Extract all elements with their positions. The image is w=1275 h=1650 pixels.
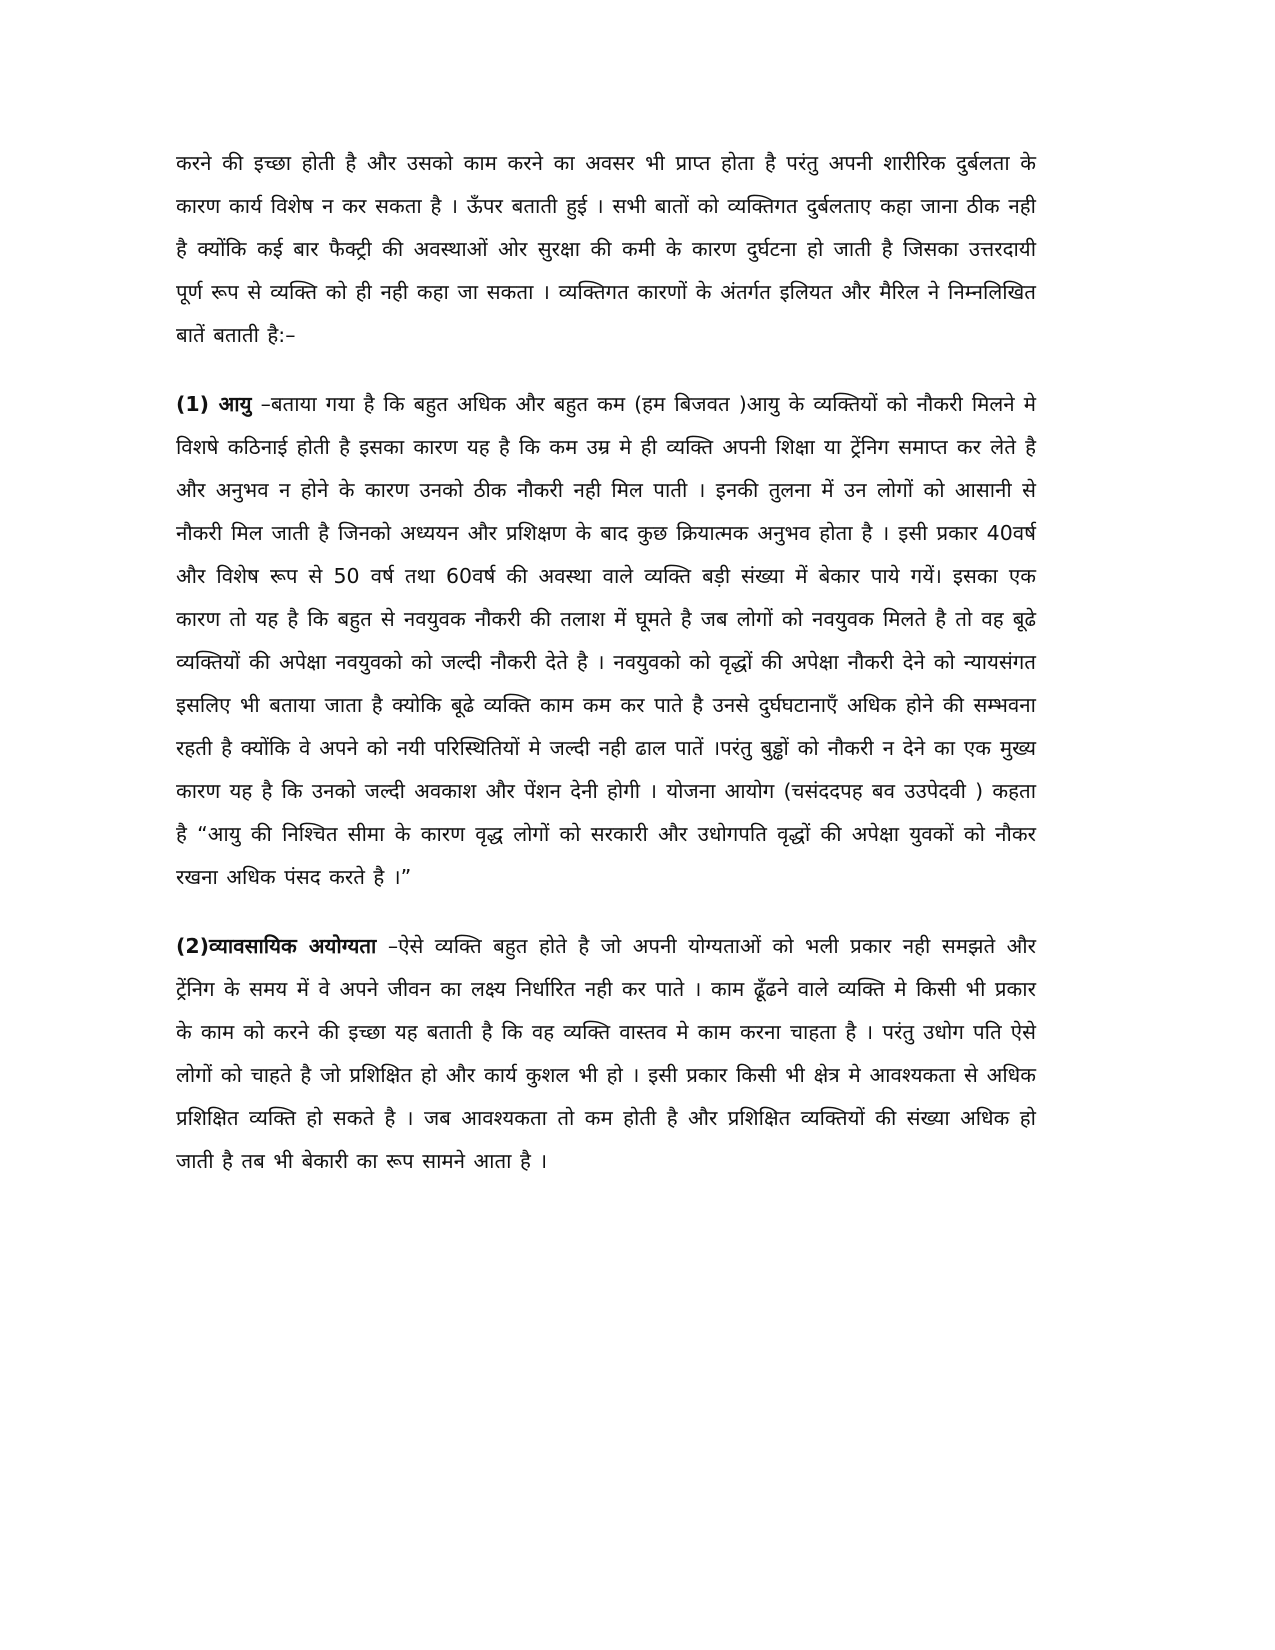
section-heading-vocational-inability: (2)व्यावसायिक अयोग्यता bbox=[176, 934, 377, 958]
paragraph-text: –बताया गया है कि बहुत अधिक और बहुत कम (हम बिजवत )आयु के व्यक्तियों को नौकरी मिलने मे विशषे कठिनाई होती है इसका कारण यह है कि कम उम्र मे ही व्यक्ति अपनी शिक्षा या ट्रेंनिग समाप्त कर लेते है और अनुभव न होने के कारण उनको ठीक नौकरी नही मिल पाती । इनकी तुलना में उन लोगों को आसानी से नौकरी मिल जाती है जिनको अध्ययन और प्रशिक्षण के बाद कुछ क्रियात्मक अनुभव होता है । इसी प्रकार 40वर्ष और विशेष रूप से 50 वर्ष तथा 60वर्ष की अवस्था वाले व्यक्ति बड़ी संख्या में बेकार पाये गयें। इसका एक कारण तो यह है कि बहुत से नवयुवक नौकरी की तलाश में घूमते है जब लोगों को नवयुवक मिलते है तो वह बूढे व्यक्तियों की अपेक्षा नवयुवको को जल्दी नौकरी देते है । नवयुवको को वृद्धों की अपेक्षा नौकरी देने को न्यायसंगत इसलिए भी बताया जाता है क्योकि बूढे व्यक्ति काम कम कर पाते है उनसे दुर्घघटानाएँ अधिक होने की सम्भवना रहती है क्योंकि वे अपने को नयी परिस्थितियों मे जल्दी नही ढाल पातें ।परंतु बुड्ढों को नौकरी न देने का एक मुख्य कारण यह है कि उनको जल्दी अवकाश और पेंशन देनी होगी । योजना आयोग (चसंददपह बव उउपेदवी ) कहता है “आयु की निश्चित सीमा के कारण वृद्ध लोगों को सरकारी और उधोगपति वृद्धों की अपेक्षा युवकों को नौकर रखना अधिक पंसद करते है ।” bbox=[176, 392, 1036, 889]
paragraph-vocational-inability bbox=[176, 925, 1036, 1183]
paragraph-age bbox=[176, 383, 1036, 899]
paragraph-text: –ऐसे व्यक्ति बहुत होते है जो अपनी योग्यताओं को भली प्रकार नही समझते और ट्रेंनिग के समय में वे अपने जीवन का लक्ष्य निर्धारित नही कर पाते । काम ढूँढने वाले व्यक्ति मे किसी भी प्रकार के काम को करने की इच्छा यह बताती है कि वह व्यक्ति वास्तव मे काम करना चाहता है । परंतु उधोग पति ऐसे लोगों को चाहते है जो प्रशिक्षित हो और कार्य कुशल भी हो । इसी प्रकार किसी भी क्षेत्र मे आवश्यकता से अधिक प्रशिक्षित व्यक्ति हो सकते है । जब आवश्यकता तो कम होती है और प्रशिक्षित व्यक्तियों की संख्या अधिक हो जाती है तब भी बेकारी का रूप सामने आता है । bbox=[176, 934, 1036, 1173]
section-heading-age: (1) आयु bbox=[176, 392, 252, 416]
paragraph-text: करने की इच्छा होती है और उसको काम करने का अवसर भी प्राप्त होता है परंतु अपनी शारीरिक दुर्बलता के कारण कार्य विशेष न कर सकता है । ऊँपर बताती हुई । सभी बातों को व्यक्तिगत दुर्बलताए कहा जाना ठीक नही है क्योंकि कई बार फैक्ट्री की अवस्थाओं ओर सुरक्षा की कमी के कारण दुर्घटना हो जाती है जिसका उत्तरदायी पूर्ण रूप से व्यक्ति को ही नही कहा जा सकता । व्यक्तिगत कारणों के अंतर्गत इलियत और मैरिल ने निम्नलिखित बातें बताती है:– bbox=[176, 151, 1036, 347]
document-page bbox=[176, 142, 1036, 1183]
paragraph-intro bbox=[176, 142, 1036, 357]
